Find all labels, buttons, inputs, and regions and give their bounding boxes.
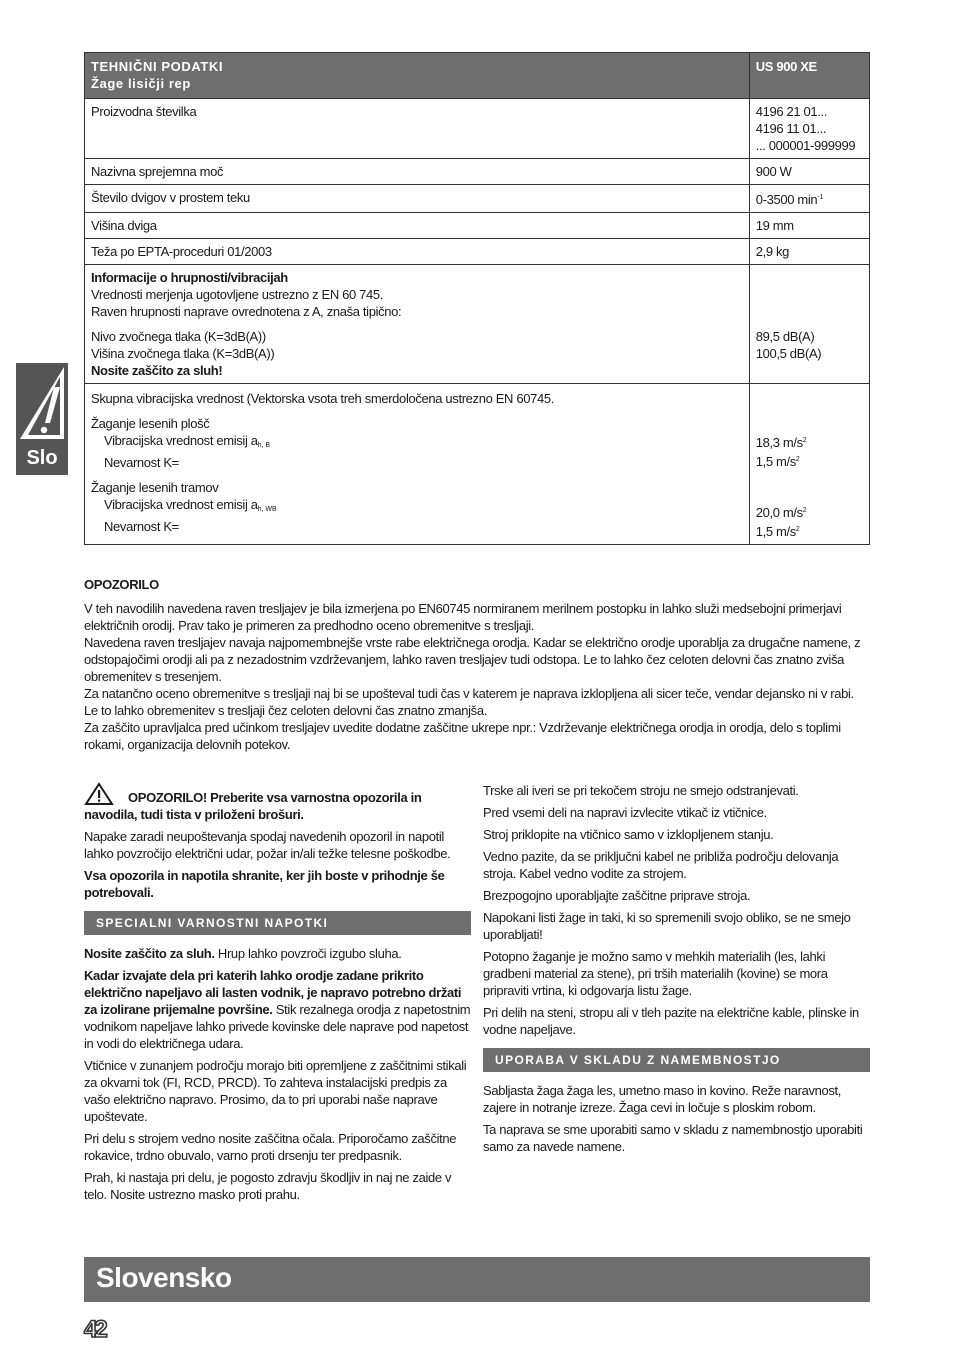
safety-item [84,945,471,962]
row-value: 19 mm [749,213,869,239]
vibration-title: Skupna vibracijska vrednost (Vektorska vsota treh smerdoločena ustrezno EN 60745. [91,391,555,406]
uncertainty-label: Nevarnost K= [104,455,179,470]
noise-line: Vrednosti merjenja ugotovljene ustrezno z EN 60 745. [91,287,384,302]
safety-item: Prah, ki nastaja pri delu, je pogosto zdravju škodljiv in naj ne zaide v telo. Nosite ustrezno masko proti prahu. [84,1170,452,1202]
language-side-tab [16,363,68,475]
item-text: Stik rezalnega orodja z napetostnim vodnikom napeljave lahko privede kovinske dele naprave pod napetost in vodi do električnega udara. [84,1002,471,1051]
value-text: 20,0 m/s [755,505,803,520]
value-line: ... 000001-999999 [755,138,856,153]
row-label: Nazivna sprejemna moč [85,159,750,185]
vibration-emission-label [91,496,743,518]
header-model: US 900 XE [749,53,869,99]
safety-item: Trske ali iveri se pri tekočem stroju ne smejo odstranjevati. [483,783,799,798]
bold-lead: Nosite zaščito za sluh. [84,946,215,961]
right-column [483,782,870,1160]
beam-uncertainty-value [756,521,863,540]
warning-paragraph: Navedena raven tresljajev navaja najpomembnejše vrste rabe električnega orodja. Kadar se električno orodje uporablja za drugačne namene, z odstopajočimi orodji ali pa z nezadostnim vzdrževanjem, lahko raven tresljajev tudi odstopa. Le to lahko čez celoten delovni čas znatno zviša obremenitev s tresenjem. [84,635,861,684]
intended-use-paragraph: Sabljasta žaga žaga les, umetno maso in kovino. Reže naravnost, zajere in notranje izreze. Žaga cevi in ločuje s ploskim robom. [483,1083,842,1115]
row-label: Proizvodna številka [85,99,750,159]
row-value [749,99,869,159]
safety-item: Stroj priklopite na vtičnico samo v izklopljenem stanju. [483,827,774,842]
table-row [85,185,870,213]
header-title-line2: Žage lisičji rep [91,76,191,91]
safety-item: Pri delu s strojem vedno nosite zaščitna očala. Priporočamo zaščitne rokavice, trdno obuvalo, varno proti drsenju ter predpasnik. [84,1131,457,1163]
noise-power-label: Višina zvočnega tlaka (K=3dB(A)) [91,346,275,361]
vibration-row [85,384,870,545]
vibration-board-label: Žaganje lesenih plošč [91,416,210,431]
bold-lead: Kadar izvajate dela pri katerih lahko orodje zadane prikrito električno napeljavo ali lasten vodnik, je napravo potrebno držati za izolirane prijemalne površine. [84,968,462,1017]
value-exponent: 2 [795,456,800,463]
vibration-emission-label [91,432,743,454]
intended-use-paragraph: Ta naprava se sme uporabiti samo v skladu z namembnostjo uporabiti samo za navede namene. [483,1122,863,1154]
value-text: 1,5 m/s [755,524,796,539]
footer-language-title: Slovensko [96,1262,232,1293]
value-text: 18,3 m/s [755,435,803,450]
hearing-protection-note: Nosite zaščito za sluh! [91,363,223,378]
value-exponent: 2 [795,526,800,533]
row-value: 2,9 kg [749,239,869,265]
row-label: Višina dviga [85,213,750,239]
value-exponent: 2 [802,437,807,444]
safety-item: Pri delih na steni, stropu ali v tleh pazite na električne kable, plinske in vodne napeljave. [483,1005,859,1037]
beam-emission-value [756,502,863,521]
noise-power-value: 100,5 dB(A) [755,346,822,361]
row-value: 900 W [749,159,869,185]
header-title-line1: TEHNIČNI PODATKI [91,59,224,74]
safety-item: Potopno žaganje je možno samo v mehkih materialih (les, lahki gradbeni material za stene), pri trših materialih (kovine) se mora pripraviti vrtina, ki odgovarja listu žage. [483,949,828,998]
warning-paragraph: Za zaščito upravljalca pred učinkom tresljajev uvedite dodatne zaščitne ukrepe npr.: Vzdrževanje električnega orodja in orodja, delo s toplimi rokami, organizacija delovnih potekov. [84,720,841,752]
board-emission-value [756,432,863,451]
table-row [85,99,870,159]
noise-row [85,265,870,384]
board-uncertainty-value [756,451,863,470]
vibration-warning-section [84,576,870,753]
language-footer-bar [84,1257,870,1302]
row-value [749,185,869,213]
emission-text: Vibracijska vrednost emisij a [104,433,258,448]
value-text: 1,5 m/s [755,454,796,469]
table-header-row [85,53,870,99]
value-line: 4196 11 01... [755,121,827,136]
value-text: 0-3500 min [755,192,818,207]
safety-item: Vedno pazite, da se priključni kabel ne približa področju delovanja stroja. Kabel vedno vodite za strojem. [483,849,839,881]
warning-exclamation-icon [16,363,68,443]
safety-item: Pred vsemi deli na napravi izvlecite vtikač iz vtičnice. [483,805,767,820]
emission-subscript: h, WB [257,506,277,513]
table-row [85,159,870,185]
page-number: 42 [84,1316,105,1343]
vibration-info [85,384,750,545]
noise-line: Raven hrupnosti naprave ovrednotena z A, znaša tipično: [91,304,402,319]
intended-use-heading: UPORABA V SKLADU Z NAMEMBNOSTJO [483,1048,870,1072]
vibration-values [749,384,869,545]
value-exponent: -1 [817,194,824,201]
safety-warning-title [84,782,471,823]
uncertainty-label: Nevarnost K= [104,519,179,534]
row-label: Število dvigov v prostem teku [85,185,750,213]
noise-pressure-value: 89,5 dB(A) [755,329,815,344]
noise-values [749,265,869,384]
safety-item [84,967,471,1052]
table-header-title [85,53,750,99]
special-safety-heading: SPECIALNI VARNOSTNI NAPOTKI [84,911,471,935]
warning-paragraph: V teh navodilih navedena raven tresljajev je bila izmerjena po EN60745 normiranem merilnem postopku in lahko služi medsebojni primerjavi električnih orodij. Prav tako je primeren za predhodno oceno obremenitve s tresljaji. [84,601,842,633]
noise-pressure-label: Nivo zvočnega tlaka (K=3dB(A)) [91,329,266,344]
table-row [85,213,870,239]
value-exponent: 2 [802,507,807,514]
emission-subscript: h, B [257,442,271,449]
safety-item: Vtičnice v zunanjem področju morajo biti opremljene z zaščitnimi stikali za okvarni tok (FI, RCD, PRCD). To zahteva instalacijski predpis za vašo električno napravo. Prosimo, da to pri uporabi naše naprave upoštevate. [84,1058,467,1124]
item-text: Hrup lahko povzroči izgubo sluha. [214,946,402,961]
vibration-beam-label: Žaganje lesenih tramov [91,480,219,495]
noise-info [85,265,750,384]
left-column [84,782,471,1208]
safety-paragraph: Napake zaradi neupoštevanja spodaj navedenih opozoril in napotil lahko povzročijo električni udar, požar in/ali težke telesne poškodbe. [84,829,451,861]
safety-keep-note: Vsa opozorila in napotila shranite, ker jih boste v prihodnje še potrebovali. [84,868,445,900]
warning-paragraph: Za natančno oceno obremenitve s tresljaji naj bi se upošteval tudi čas v katerem je naprava izklopljena ali sicer teče, vendar dejansko ni v rabi. Le to lahko obremenitev s tresljaji čez celoten delovni čas znatno zmanjša. [84,686,854,718]
warning-triangle-icon [84,782,114,806]
safety-item: Brezpogojno uporabljajte zaščitne priprave stroja. [483,888,751,903]
language-label: Slo [26,447,58,469]
row-label: Teža po EPTA-proceduri 01/2003 [85,239,750,265]
safety-item: Napokani listi žage in taki, ki so spremenili svojo obliko, se ne smejo uporabljati! [483,910,851,942]
technical-data-table [84,52,870,545]
emission-text: Vibracijska vrednost emisij a [104,497,258,512]
safety-warning-text: OPOZORILO! Preberite vsa varnostna opozorila in navodila, tudi tista v priloženi brošuri. [84,790,422,822]
value-line: 4196 21 01... [755,104,828,119]
warning-heading: OPOZORILO [84,577,159,592]
noise-title: Informacije o hrupnosti/vibracijah [91,270,288,285]
table-row [85,239,870,265]
